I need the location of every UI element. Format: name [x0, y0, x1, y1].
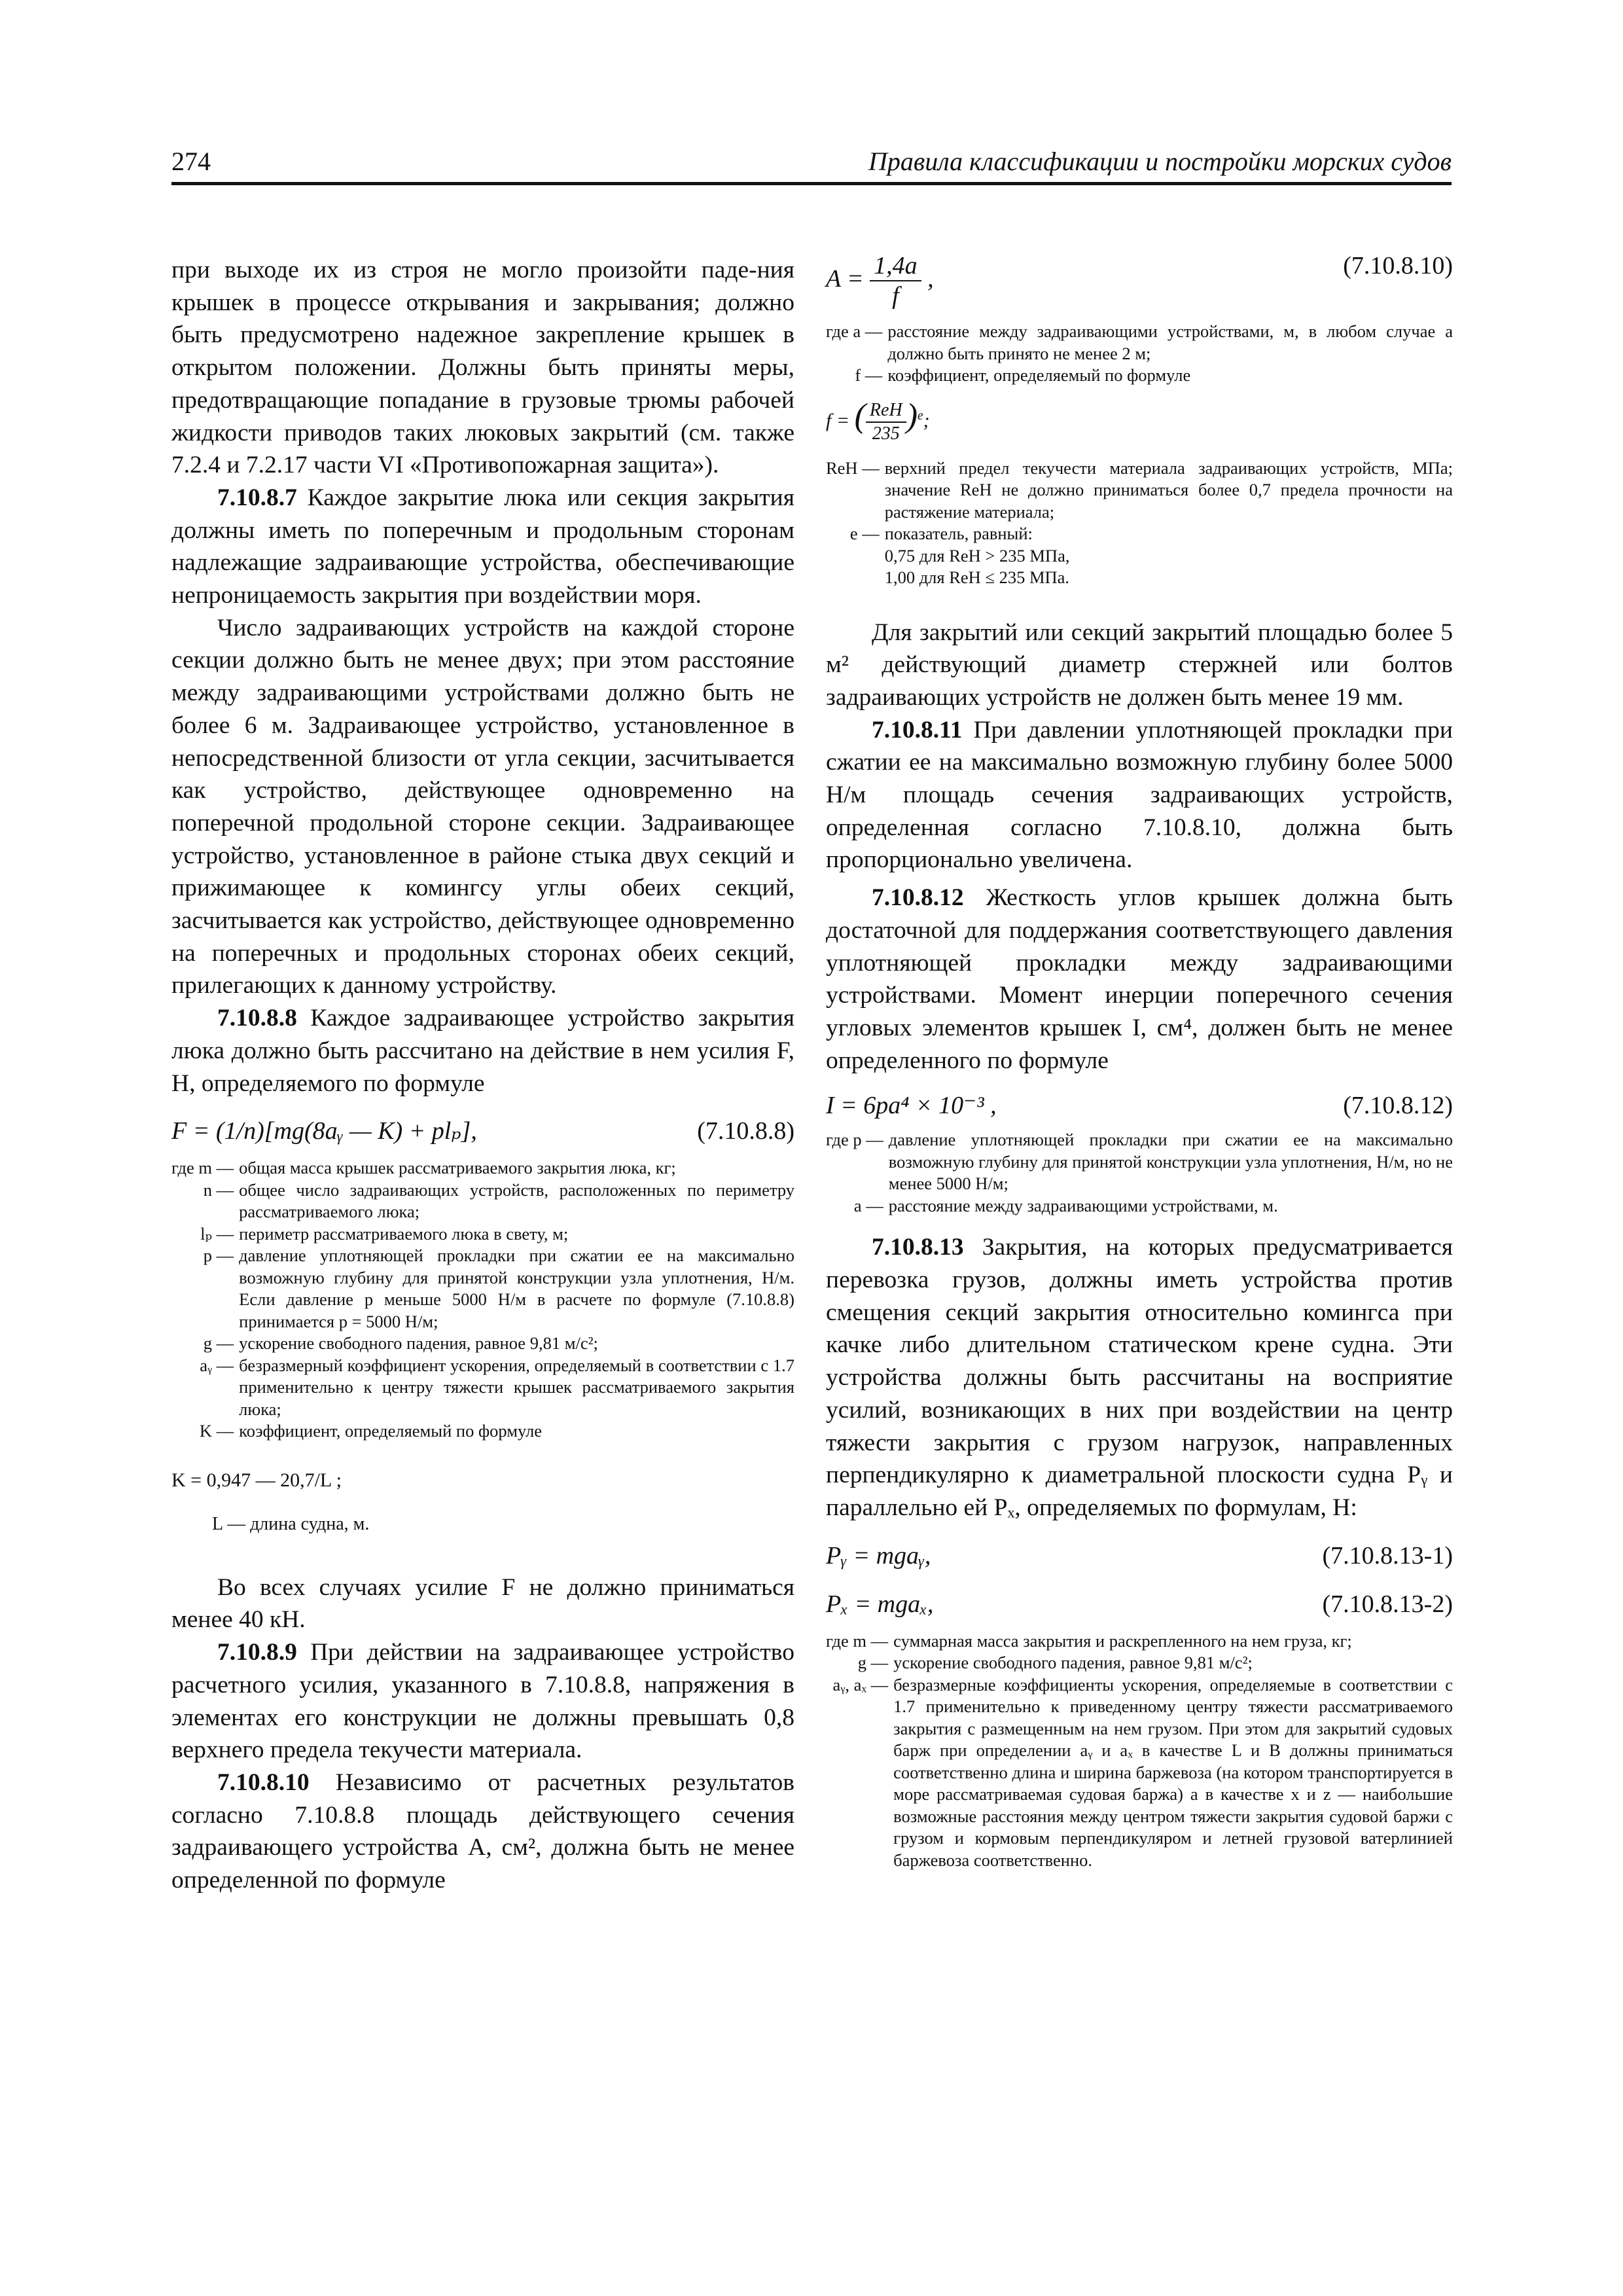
- formula-lhs: A =: [826, 265, 864, 293]
- where-key: g —: [203, 1333, 234, 1354]
- formula-expression: Pᵧ = mgaᵧ,: [826, 1541, 931, 1570]
- numerator: 1,4a: [870, 251, 921, 281]
- section-7-10-8-8: [171, 1002, 794, 1100]
- section-text: Закрытия, на которых предусматривается перевозка грузов, должны иметь устройства против смещения секций закрытия относительно комингса при качке либо длительном статическом крене судна. Эти устройства должны быть рассчитаны на восприятие усилий, возникающих в них при воздействии на центр тяжести закрытия с грузом нагрузок, направленных перпендикулярно к диаметральной плоскости судна Pᵧ и параллельно ей Pₓ, определяемых по формулам, Н:: [826, 1234, 1453, 1521]
- section-number: 7.10.8.8: [217, 1005, 297, 1032]
- formula-7-10-8-13-2: [826, 1585, 1453, 1624]
- left-column: [171, 254, 794, 1897]
- formula-expression: F = (1/n)[mg(8aᵧ — K) + plₚ],: [171, 1117, 477, 1145]
- denominator: 235: [872, 423, 900, 444]
- where-value: давление уплотняющей прокладки при сжатии ее на максимально возможную глубину для принятой конструкции узла уплотнения, Н/м, но не менее 5000 Н/м;: [888, 1130, 1453, 1194]
- numerator: ReH: [866, 399, 906, 423]
- where-list-13: [826, 1630, 1453, 1872]
- where-value: ускорение свободного падения, равное 9,81 м/с²;: [239, 1333, 598, 1354]
- section-7-10-8-10: [171, 1767, 794, 1897]
- section-text: При давлении уплотняющей прокладки при сжатии ее на максимально возможную глубину более 5000 Н/м площадь сечения задраивающих устройств, определенная согласно 7.10.8.10, должна быть пропорционально увеличена.: [826, 716, 1453, 874]
- where-list-8: [171, 1157, 794, 1443]
- formula-number: (7.10.8.12): [1343, 1092, 1453, 1120]
- semicolon: ;: [923, 409, 930, 431]
- section-number: 7.10.8.9: [217, 1639, 297, 1666]
- where-value: верхний предел текучести материала задраивающих устройств, МПа; значение ReH не должно приниматься более 0,7 предела прочности на растяжение материала;: [884, 457, 1453, 522]
- where-value: периметр рассматриваемого люка в свету, м;: [239, 1223, 569, 1244]
- formula-tail: ,: [927, 265, 934, 293]
- page-header: [171, 143, 1452, 185]
- section-text: Каждое закрытие люка или секция закрытия должны иметь по поперечным и продольным сторонам надлежащие задраивающие устройства, обеспечивающие непроницаемость закрытия при воздействии моря.: [171, 484, 794, 609]
- where-key: e —: [849, 524, 880, 543]
- denominator: f: [892, 282, 899, 310]
- section-text: При действии на задраивающее устройство расчетного усилия, указанного в 7.10.8.8, напряжения в элементах его конструкции не должны превышать 0,8 верхнего предела текучести материала.: [171, 1639, 794, 1764]
- formula-lhs: f =: [826, 409, 850, 431]
- where-list-R: [826, 457, 1453, 589]
- section-number: 7.10.8.11: [872, 716, 963, 744]
- where-key: n —: [203, 1179, 234, 1200]
- where-value: безразмерные коэффициенты ускорения, определяемые в соответствии с 1.7 применительно к приведенному центру тяжести рассматриваемого закрытия с размещенным на нем грузом. При этом для закрытий судовых барж при определении aᵧ и aₓ в качестве L и B должны приниматься соответственно длина и ширина баржевоза (на котором транспортируется в море рассматриваемая судовая баржа) а в качестве x и z — наибольшие возможные расстояния между центром тяжести закрытия судовой баржи с грузом и кормовым перпендикуляром и летней грузовой ватерлинией баржевоза соответственно.: [893, 1674, 1453, 1870]
- formula-7-10-8-12: [826, 1086, 1453, 1125]
- running-title: Правила классификации и постройки морских судов: [868, 147, 1452, 176]
- formula-7-10-8-10: [826, 246, 1453, 312]
- where-key: где a —: [826, 321, 883, 341]
- where-list-12: [826, 1129, 1453, 1217]
- where-list-10: [826, 321, 1453, 387]
- where-key: p —: [203, 1246, 234, 1266]
- where-value: 1,00 для ReH ≤ 235 МПа.: [884, 567, 1070, 587]
- section-7-10-8-11: [826, 714, 1453, 877]
- exponent: e: [918, 408, 923, 423]
- formula-number: (7.10.8.13-1): [1322, 1541, 1453, 1570]
- where-value: коэффициент, определяемый по формуле: [239, 1421, 543, 1441]
- page-number: 274: [171, 147, 211, 176]
- where-value: общая масса крышек рассматриваемого закрытия люка, кг;: [239, 1158, 676, 1178]
- where-key: g —: [857, 1653, 889, 1673]
- where-value: ускорение свободного падения, равное 9,81 м/с²;: [893, 1653, 1253, 1673]
- section-number: 7.10.8.12: [872, 884, 964, 912]
- where-key: f —: [855, 365, 883, 385]
- paren-open: (: [854, 397, 866, 435]
- formula-f: [826, 387, 1453, 446]
- where-value: 0,75 для ReH > 235 МПа,: [884, 545, 1070, 565]
- where-key: lₚ —: [200, 1223, 234, 1244]
- paren-close: ): [906, 397, 918, 435]
- formula-K: [171, 1461, 794, 1500]
- where-key: где m —: [826, 1630, 889, 1651]
- formula-number: (7.10.8.13-2): [1322, 1590, 1453, 1618]
- fraction: [870, 251, 921, 310]
- section-number: 7.10.8.10: [217, 1769, 310, 1796]
- formula-expression: I = 6pa⁴ × 10⁻³ ,: [826, 1092, 997, 1120]
- where-key: aᵧ —: [200, 1355, 234, 1375]
- paragraph: Число задраивающих устройств на каждой стороне секции должно быть не менее двух; при этом расстояние между задраивающими устройствами должно быть не более 6 м. Задраивающее устройство, установленное в непосредственной близости от угла секции, засчитывается как устройство, действующее одновременно на поперечной продольной стороне секции. Задраивающее устройство, установленное в районе стыка двух секций и прижимающее к комингсу углы обеих секций, засчитывается как устройство, действующее одновременно на поперечных и продольных сторонах обеих секций, прилегающих к данному устройству.: [171, 614, 794, 999]
- where-value: безразмерный коэффициент ускорения, определяемый в соответствии с 1.7 применительно к центру тяжести крышек рассматриваемого закрытия люка;: [239, 1355, 794, 1419]
- section-number: 7.10.8.7: [217, 484, 297, 511]
- right-column: [826, 246, 1453, 1871]
- where-key: a —: [853, 1195, 883, 1215]
- formula-expression: [826, 387, 930, 450]
- formula-number: (7.10.8.10): [1343, 252, 1453, 279]
- where-key: [826, 545, 885, 567]
- where-key: [826, 567, 885, 589]
- where-value: суммарная масса закрытия и раскрепленного на нем груза, кг;: [893, 1630, 1352, 1651]
- formula-7-10-8-13-1: [826, 1536, 1453, 1575]
- section-7-10-8-7: [171, 482, 794, 612]
- fraction: [866, 399, 906, 445]
- where-value: расстояние между задраивающими устройствами, м.: [888, 1195, 1278, 1215]
- where-value: показатель, равный:: [884, 524, 1033, 543]
- section-number: 7.10.8.13: [872, 1234, 964, 1261]
- formula-expression: [826, 246, 934, 312]
- paragraph: Для закрытий или секций закрытий площадью более 5 м² действующий диаметр стержней или болтов задраивающих устройств не должен быть менее 19 мм.: [826, 619, 1453, 711]
- where-key: ReH —: [826, 457, 880, 478]
- where-value: расстояние между задраивающими устройствами, м, в любом случае a должно быть принято не менее 2 м;: [887, 321, 1453, 363]
- section-text: Каждое задраивающее устройство закрытия люка должно быть рассчитано на действие в нем усилия F, Н, определяемого по формуле: [171, 1005, 794, 1097]
- section-text: Независимо от расчетных результатов согласно 7.10.8.8 площадь действующего сечения задраивающего устройства A, см², должна быть не менее определенной по формуле: [171, 1769, 794, 1894]
- where-value: давление уплотняющей прокладки при сжатии ее на максимально возможную глубину для принятой конструкции узла уплотнения, Н/м. Если давление p меньше 5000 Н/м в расчете по формуле (7.10.8.8) принимается p = 5000 Н/м;: [239, 1246, 794, 1331]
- where-value: коэффициент, определяемый по формуле: [887, 365, 1191, 385]
- paragraph: Во всех случаях усилие F не должно приниматься менее 40 кН.: [171, 1573, 794, 1634]
- section-7-10-8-13: [826, 1231, 1453, 1524]
- section-7-10-8-9: [171, 1636, 794, 1767]
- where-key: где m —: [171, 1158, 234, 1178]
- formula-expression: Pₓ = mgaₓ,: [826, 1590, 934, 1618]
- where-value: общее число задраивающих устройств, расположенных по периметру рассматриваемого люка;: [239, 1179, 794, 1222]
- section-7-10-8-12: [826, 882, 1453, 1077]
- formula-expression: K = 0,947 — 20,7/L ;: [171, 1469, 342, 1491]
- paragraph: при выходе их из строя не могло произойти паде-ния крышек в процессе открывания и закрывания; должно быть предусмотрено надежное закрепление крышек в открытом положении. Должны быть приняты меры, предотвращающие попадание в грузовые трюмы рабочей жидкости приводов таких люковых закрытий (см. также 7.2.4 и 7.2.17 части VI «Противопожарная защита»).: [171, 257, 794, 479]
- where-key: aᵧ, aₓ —: [832, 1674, 889, 1695]
- where-L: L — длина судна, м.: [212, 1513, 370, 1534]
- section-text: Жесткость углов крышек должна быть достаточной для поддержания соответствующего давления уплотняющей прокладки между задраивающими устройствами. Момент инерции поперечного сечения угловых элементов крышек I, см⁴, должен быть не менее определенного по формуле: [826, 884, 1453, 1074]
- where-key: K —: [199, 1421, 234, 1441]
- formula-number: (7.10.8.8): [697, 1117, 794, 1145]
- where-key: где p —: [826, 1130, 883, 1150]
- formula-7-10-8-8: [171, 1111, 794, 1151]
